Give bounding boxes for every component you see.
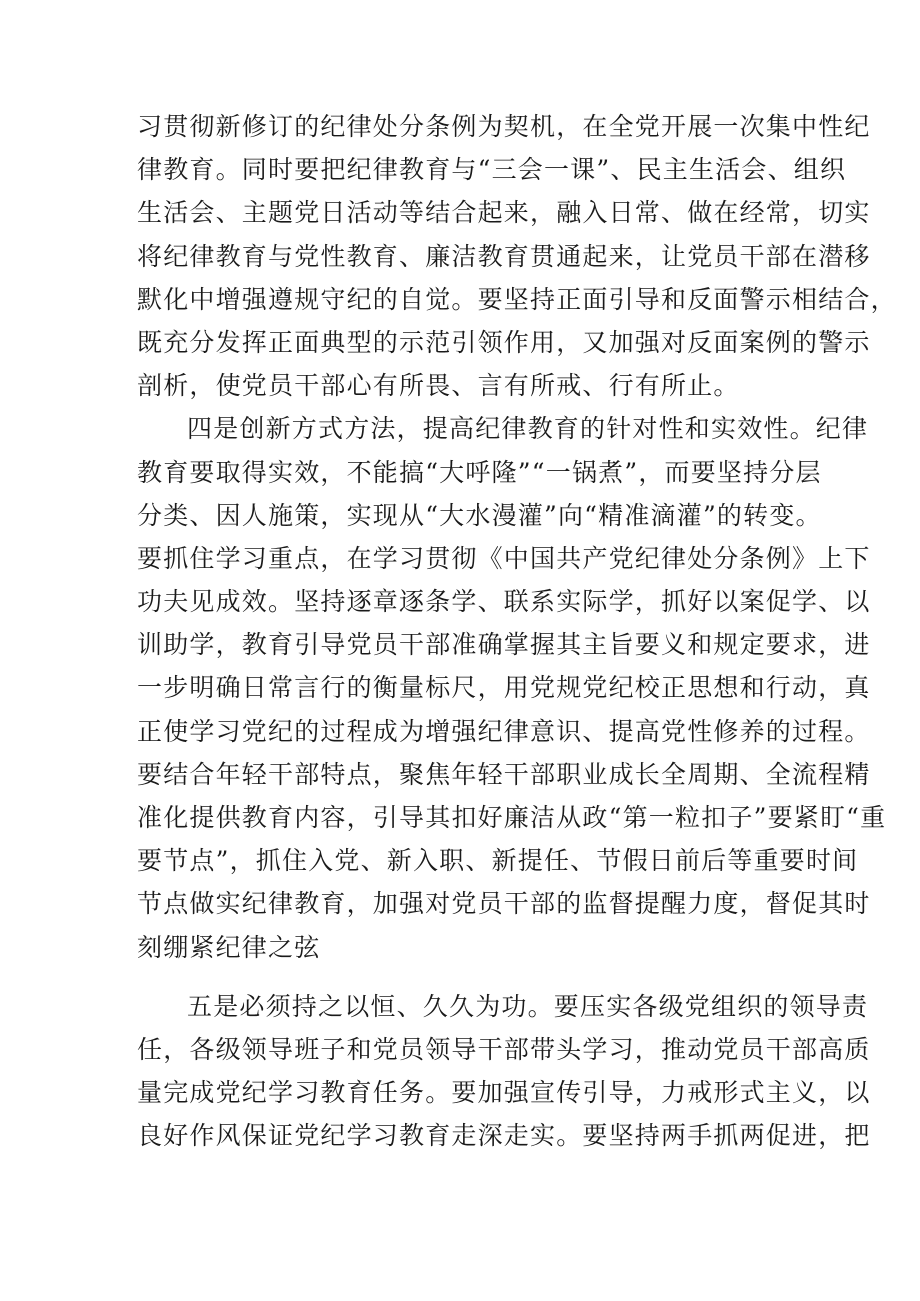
text-line: 训助学，教育引导党员干部准确掌握其主旨要义和规定要求，进 <box>137 630 871 660</box>
text-line: 一步明确日常言行的衡量标尺，用党规党纪校正思想和行动，真 <box>137 673 871 703</box>
paragraph-point-four <box>137 407 887 968</box>
text-line: 剖析，使党员干部心有所畏、言有所戒、行有所止。 <box>137 371 740 401</box>
text-line: 习贯彻新修订的纪律处分条例为契机，在全党开展一次集中性纪 <box>137 112 871 141</box>
paragraph-spacer <box>137 969 817 985</box>
text-line: 律教育。同时要把纪律教育与“三会一课”、民主生活会、组织 <box>137 155 847 185</box>
text-line: 既充分发挥正面典型的示范引领作用，又加强对反面案例的警示 <box>137 327 871 357</box>
text-line: 默化中增强遵规守纪的自觉。要坚持正面引导和反面警示相结合， <box>137 284 897 314</box>
text-line: 功夫见成效。坚持逐章逐条学、联系实际学，抓好以案促学、以 <box>137 587 871 617</box>
text-line: 良好作风保证党纪学习教育走深走实。要坚持两手抓两促进，把 <box>137 1121 871 1151</box>
text-line: 节点做实纪律教育，加强对党员干部的监督提醒力度，督促其时 <box>137 889 871 919</box>
text-line: 任，各级领导班子和党员领导干部带头学习，推动党员干部高质 <box>137 1034 871 1064</box>
text-line: 量完成党纪学习教育任务。要加强宣传引导，力戒形式主义，以 <box>137 1078 871 1108</box>
paragraph-discipline-education-continued <box>137 105 897 407</box>
text-line: 将纪律教育与党性教育、廉洁教育贯通起来，让党员干部在潜移 <box>137 241 871 271</box>
text-line: 分类、因人施策，实现从“大水漫灌”向“精准滴灌”的转变。 <box>137 500 822 530</box>
text-line: 准化提供教育内容，引导其扣好廉洁从政“第一粒扣子”要紧盯“重 <box>137 803 887 832</box>
text-line: 五是必须持之以恒、久久为功。要压实各级党组织的领导责 <box>187 991 869 1021</box>
text-line: 要结合年轻干部特点，聚焦年轻干部职业成长全周期、全流程精 <box>137 759 871 789</box>
text-line: 教育要取得实效，不能搞“大呼隆”“一锅煮”，而要坚持分层 <box>137 457 822 487</box>
text-line: 四是创新方式方法，提高纪律教育的针对性和实效性。纪律 <box>187 414 869 444</box>
text-line: 生活会、主题党日活动等结合起来，融入日常、做在经常，切实 <box>137 198 871 228</box>
text-line: 要节点”，抓住入党、新入职、新提任、节假日前后等重要时间 <box>137 846 859 876</box>
text-line: 正使学习党纪的过程成为增强纪律意识、提高党性修养的过程。 <box>137 716 871 746</box>
paragraph-point-five <box>137 985 871 1158</box>
document-body <box>137 105 897 1158</box>
text-line: 刻绷紧纪律之弦 <box>137 932 321 962</box>
text-line: 要抓住学习重点，在学习贯彻《中国共产党纪律处分条例》上下 <box>137 543 871 573</box>
